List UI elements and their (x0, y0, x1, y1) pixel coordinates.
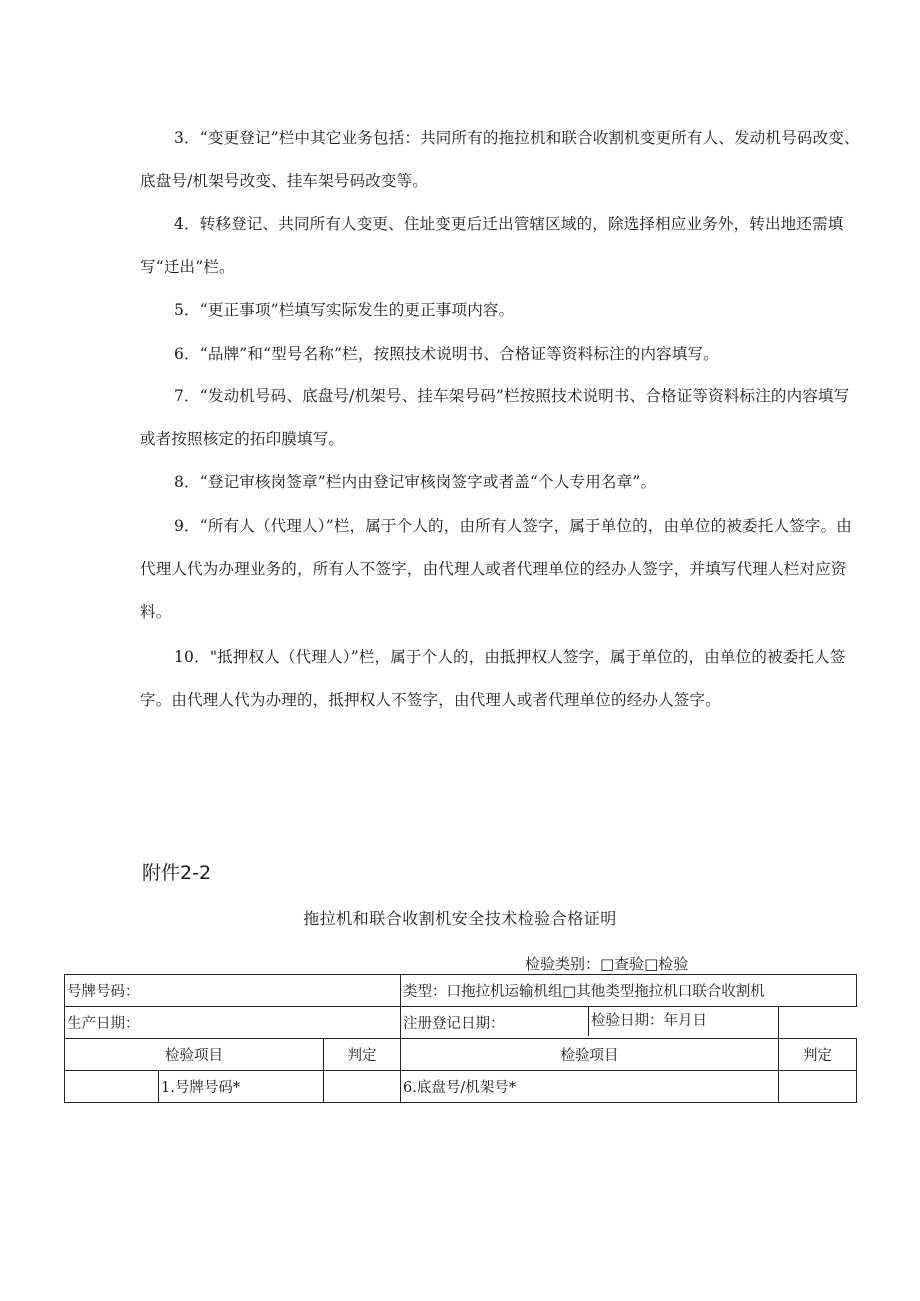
empty-cell (65, 1071, 159, 1103)
table-header-row (65, 1039, 857, 1071)
production-date-label: 生产日期： (65, 1007, 401, 1039)
paragraph-4: 4．转移登记、共同所有人变更、住址变更后迁出管辖区域的，除选择相应业务外，转出地还需填写“迁出”栏。 (140, 215, 844, 276)
paragraph-3: 3．“变更登记”栏中其它业务包括：共同所有的拖拉机和联合收割机变更所有人、发动机号码改变、底盘号/机架号改变、挂车架号码改变等。 (140, 129, 860, 190)
plate-number-label: 号牌号码： (65, 975, 401, 1007)
attachment-label: 附件2-2 (142, 862, 212, 884)
inspection-type: 检验类别：□查验□检验 (525, 955, 689, 973)
register-date-label: 注册登记日期： (401, 1007, 779, 1039)
item-plate-number: 1.号牌号码* (159, 1071, 324, 1103)
paragraph-5: 5．“更正事项”栏填写实际发生的更正事项内容。 (174, 301, 515, 319)
paragraph-8: 8．“登记审核岗签章”栏内由登记审核岗签字或者盖“个人专用名章”。 (174, 473, 657, 491)
paragraph-6: 6．“品牌”和“型号名称”栏，按照技术说明书、合格证等资料标注的内容填写。 (174, 345, 719, 363)
judge-cell[interactable] (779, 1071, 857, 1103)
inspection-date-label: 检验日期：年月日 (588, 1006, 856, 1036)
column-header-item: 检验项目 (65, 1039, 324, 1071)
column-header-judge: 判定 (779, 1039, 857, 1071)
inspection-certificate-table (64, 974, 857, 1103)
paragraph-7: 7．“发动机号码、底盘号/机架号、挂车架号码”栏按照技术说明书、合格证等资料标注的内容填写或者按照核定的拓印膜填写。 (140, 387, 850, 448)
column-header-judge: 判定 (324, 1039, 401, 1071)
item-chassis-number: 6.底盘号/机架号* (401, 1071, 779, 1103)
paragraph-10: 10．"抵押权人（代理人）”栏，属于个人的，由抵押权人签字，属于单位的，由单位的被委托人签字。由代理人代为办理的，抵押权人不签字，由代理人或者代理单位的经办人签字。 (140, 648, 846, 709)
form-title: 拖拉机和联合收割机安全技术检验合格证明 (303, 909, 617, 928)
judge-cell[interactable] (324, 1071, 401, 1103)
paragraph-9: 9．“所有人（代理人）”栏，属于个人的，由所有人签字，属于单位的，由单位的被委托人签字。由代理人代为办理业务的，所有人不签字，由代理人或者代理单位的经办人签字，并填写代理人栏对应资料。 (140, 517, 852, 621)
column-header-item: 检验项目 (401, 1039, 779, 1071)
vehicle-type-label: 类型：口拖拉机运输机组□其他类型拖拉机口联合收割机 (401, 975, 857, 1007)
table-row (65, 1071, 857, 1103)
table-row (65, 975, 857, 1007)
